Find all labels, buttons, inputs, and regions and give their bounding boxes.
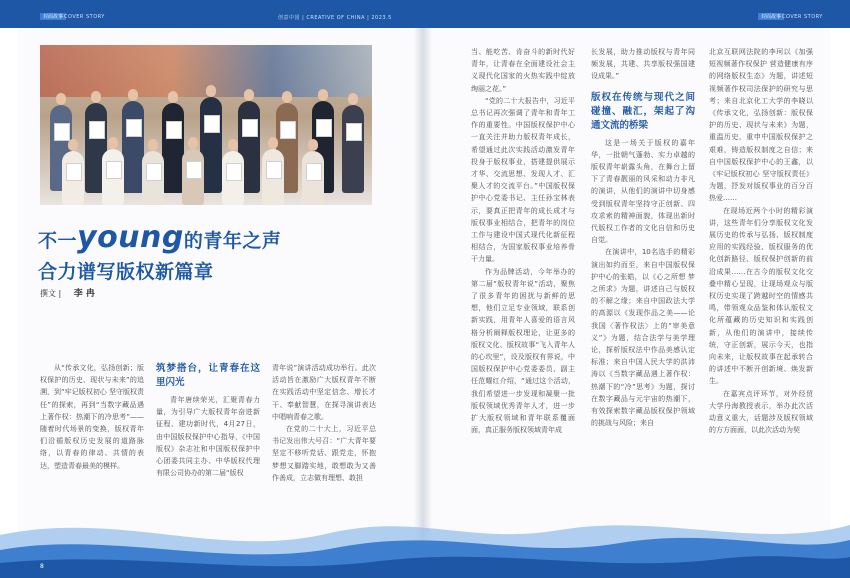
left-section-badge: 封面故事: [40, 13, 66, 20]
page-number: 8: [40, 563, 44, 570]
article-title-line1: [38, 220, 281, 255]
photo-person: [302, 151, 324, 205]
byline-label: 撰文 |: [40, 289, 64, 298]
paragraph: 作为品牌活动，今年举办的第二届“版权青年说”活动，聚焦了很多青年的困扰与新鲜的思想，他们立足专业领域，联系创新实践，用青年人喜爱的语言风格分析阐释版权理论，让更多的版权文化、版权故事“飞入青年人的心坎里”，设及版权有界说，中国版权保护中心党委委员、副主任范耀红介绍，“通过这个活动，我们希望进一步发现和凝聚一批版权领域优秀青年人才，进一步扩大版权领域和青年联系覆面面，真正服务版权领域青年成: [471, 267, 575, 435]
title-part-b: 的青年之声: [183, 230, 282, 252]
paragraph: 这是一场关于版权的嘉年华，一批朝气蓬勃、实力卓越的版权青年崭露头角，在舞台上留下了青春靓丽的风采和动力非凡的演讲，从他们的演讲中切身感受到版权青年坚持守正创新、四攻求索的精神面貌，体现出新时代版权工作者的文化自信和历史自觉。: [591, 138, 695, 245]
column-e: [591, 46, 695, 429]
paragraph: 从“传承文化，弘扬创新；版权保护的历史、现状与未来”的追溯，到“牢记版权初心 坚守版权责任”的探索，再到“当数字藏品遇上著作权：热潮下的冷思考”——随着时代场景的变换，版权青年们沿循版权历史发展的道路脉络，以青春的律动、共情的表达，塑造青春最美的模样。: [40, 364, 144, 470]
left-section-label: COVER STORY: [64, 14, 105, 20]
paragraph: 北京互联网法院的李珂以《加强短视频著作权保护 营造健康有序的网络版权生态》为题，讲述短视频著作权司法保护的研究与思考；来自北京化工大学的李晓以《传承文化，弘扬创新：版权保护的历史、现状与未来》为题，重温历史，重申中国版权保护之艰难，铸造版权制度之自信；来自中国版权保护中心的王鑫，以《牢记版权初心 坚守版权责任》为题，抒发对版权事业的百分百热爱……: [709, 48, 813, 203]
paragraph: 青年说”演讲活动成功举行。此次活动旨在激励广大版权青年不断在实践活动中坚定信念、增长才干、奉献智慧，在探寻演讲表达中唱响青春之歌。: [272, 364, 376, 421]
paragraph: 长发展，助力推动版权与青年同频发展，共建、共享版权强国建设成果。”: [591, 48, 695, 81]
photo-person: [342, 105, 364, 193]
column-b: [156, 362, 260, 479]
column-f: [709, 46, 813, 437]
column-c: [272, 362, 376, 484]
photo-person: [222, 151, 244, 205]
paragraph: 当、能吃苦、肯奋斗的新时代好青年，让青春在全面建设社会主义现代化国家的火热实践中绽放绚丽之花。”: [471, 48, 575, 93]
byline: [40, 286, 95, 299]
photo-person: [262, 149, 284, 205]
article-title-line2: 合力谱写版权新篇章: [38, 261, 214, 283]
photo-person: [122, 101, 144, 193]
group-photo: [40, 45, 372, 205]
title-young: young: [77, 220, 184, 255]
column-a: [40, 362, 144, 472]
paragraph: 青年唐续荣光，汇聚青春力量，为引导广大版权青年奋进新征程、建功新时代，4月27日，由中国版权保护中心指导，《中国版权》杂志社和中国版权保护中心团委共同主办、中华版权代理有限公司协办的第二届“版权: [156, 396, 260, 478]
paragraph: 在演讲中，10名选手的精彩演出如约而至，来自中国版权保护中心的张皓，以《心之所想 梦之所求》为题，讲述自己与版权的不解之缘；来自中国政法大学的高源以《发现作品之美——论我国〈著作权法〉上的“审美意义”》为题，结合法学与美学理论，探析版权法中作品美感认定标准；来自中国人民大学的洪沛涛以《当数字藏品遇上著作权：热潮下的“冷”思考》为题，探讨在数字藏品与元宇宙的热潮下，有效探索数字藏品版权保护领域的挑战与风险；来自: [591, 248, 695, 428]
column-d: [471, 46, 575, 437]
paragraph: 在党的二十大上，习近平总书记发出伟大号召：“广大青年要坚定不移听党话、跟党走，怀抱梦想又脚踏实地，敢想敢为又善作善成，立志做有理想、敢担: [272, 425, 376, 482]
bottom-wave-decoration: [0, 505, 850, 578]
title-part-a: 不一: [38, 230, 78, 252]
paragraph: “党的二十大报告中，习近平总书记再次强调了青年和青年工作的重要性。中国版权保护中心一直关注并助力版权青年成长，希望通过此次实践活动激发青年投身于版权事业，搭建提供展示才华、交流思想、发现人才、汇聚人才的交流平台。”中国版权保护中心党委书记、主任孙宝林表示，要真正把青年的成长成才与版权事业相结合，把青年的岗位工作与建设中国式现代化新征程相结合，为国家版权事业培养骨干力量。: [471, 96, 575, 264]
photo-person: [142, 151, 164, 205]
paragraph: 在现场近两个小时的精彩演讲，这些青年们分享版权文化发展历史的传承与弘扬、版权制度应用的实践经验、版权服务的优化创新路径、版权保护创新的前沿成果……在古今的版权文化交叠中精心呈现，让现场观众与版权历史实现了跨越时空的情感共鸣，带领观众品鉴和体认版权文化所蕴藏的历史知识和实践创新，从他们的演讲中，接续传统，守正创新，展示今天，也指向未来，让版权故事在起承转合的讲述中不断开创新境、焕发新生。: [709, 206, 813, 386]
author-name: 李 冉: [73, 289, 95, 299]
photo-person: [102, 149, 124, 205]
section-heading: 版权在传统与现代之间碰撞、融汇，架起了沟通文流的桥梁: [591, 91, 695, 131]
paragraph: 在嘉宾点评环节，对外经贸大学丹海教授表示，举办此次活动意义重大，话题涉及版权领域的方方面面，以此次活动为契: [709, 389, 813, 435]
page-fold: [414, 28, 432, 578]
photo-person: [162, 103, 184, 193]
left-issue-label: 创意中国 | CREATIVE OF CHINA | 2023.5: [278, 15, 392, 21]
right-section-label: COVER STORY: [782, 14, 823, 20]
photo-person: [62, 151, 84, 205]
section-heading: 筑梦搭台，让青春在这里闪光: [156, 363, 260, 388]
photo-person: [182, 149, 204, 205]
right-section-badge: 封面故事: [758, 13, 784, 20]
